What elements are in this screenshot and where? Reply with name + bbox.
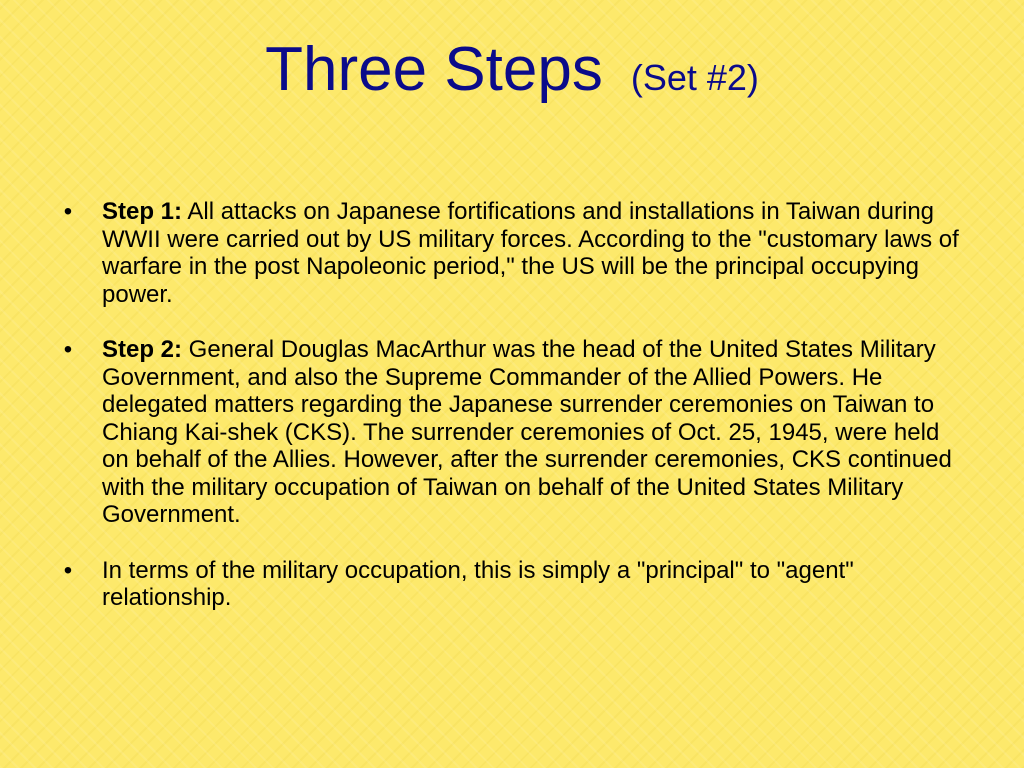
bullet-icon: •	[63, 556, 73, 584]
step-2-label: Step 2:	[102, 336, 183, 363]
bullet-item-step-1	[58, 198, 968, 308]
title-main: Three Steps	[265, 35, 603, 104]
step-1-text: All attacks on Japanese fortifications and installations in Taiwan during WWII were carried out by US military forces. According to the "customary laws of warfare in the post Napoleonic period," the US will be the principal occupying power.	[102, 198, 959, 308]
step-1-label: Step 1:	[102, 198, 183, 225]
title-subtitle: (Set #2)	[630, 57, 759, 98]
step-2-text: General Douglas MacArthur was the head of the United States Military Government, and also the Supreme Commander of the Allied Powers. He delegated matters regarding the Japanese surrender ceremonies on Taiwan to Chiang Kai-shek (CKS). The surrender ceremonies of Oct. 25, 1945, were held on behalf of the Allies. However, after the surrender ceremonies, CKS continued with the military occupation of Taiwan on behalf of the United States Military Government.	[102, 336, 952, 528]
bullet-list	[58, 198, 968, 640]
slide-title	[0, 34, 1024, 114]
bullet-item-step-2	[58, 336, 968, 529]
bullet-icon: •	[63, 198, 73, 225]
bullet-icon: •	[63, 336, 73, 363]
bullet-item-principal-agent	[58, 557, 968, 612]
principal-agent-text: In terms of the military occupation, this is simply a "principal" to "agent" relationship.	[102, 556, 854, 611]
